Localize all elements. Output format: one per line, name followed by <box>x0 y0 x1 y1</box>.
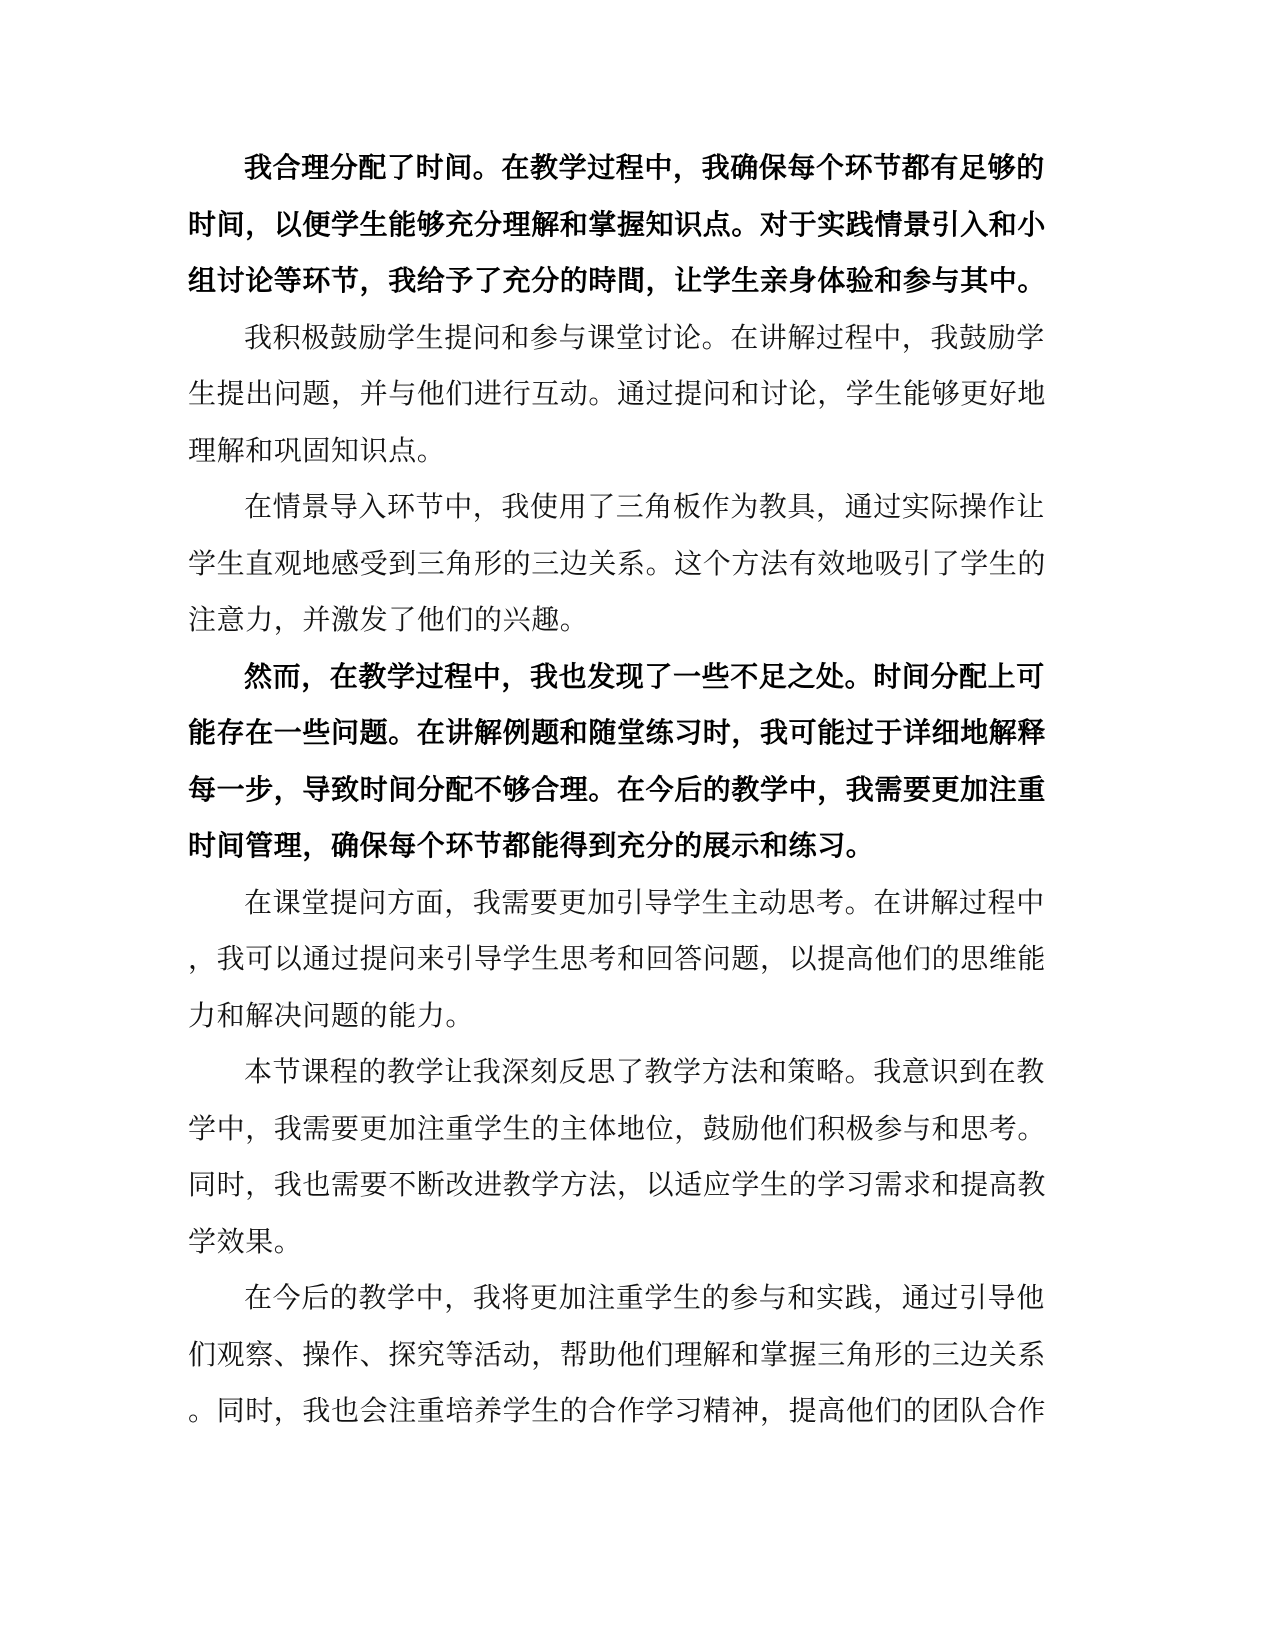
paragraph-classroom-questioning <box>188 875 1068 1045</box>
text-line: 学中，我需要更加注重学生的主体地位，鼓励他们积极参与和思考。 <box>188 1111 1047 1145</box>
text-line: 理解和巩固知识点。 <box>188 433 446 467</box>
text-line: 们观察、操作、探究等活动，帮助他们理解和掌握三角形的三边关系 <box>188 1337 1047 1371</box>
text-line: 本节课程的教学让我深刻反思了教学方法和策略。我意识到在教 <box>244 1055 1045 1088</box>
paragraph-shortcomings <box>188 649 1068 875</box>
text-line: 每一步，导致时间分配不够合理。在今后的教学中，我需要更加注重 <box>188 772 1047 806</box>
paragraph-reflection <box>188 1044 1068 1270</box>
text-line: 我合理分配了时间。在教学过程中，我确保每个环节都有足够的 <box>244 151 1045 184</box>
text-line: 生提出问题，并与他们进行互动。通过提问和讨论，学生能够更好地 <box>188 377 1047 410</box>
text-line: 我积极鼓励学生提问和参与课堂讨论。在讲解过程中，我鼓励学 <box>244 320 1045 354</box>
text-line: 能存在一些问题。在讲解例题和随堂练习时，我可能过于详细地解释 <box>188 716 1047 749</box>
text-line: 同时，我也需要不断改进教学方法，以适应学生的学习需求和提高教 <box>188 1168 1047 1201</box>
text-line: 力和解决问题的能力。 <box>188 998 475 1032</box>
text-line: 。同时，我也会注重培养学生的合作学习精神，提高他们的团队合作 <box>188 1394 1047 1427</box>
paragraph-scenario-intro <box>188 479 1068 649</box>
text-line: 学生直观地感受到三角形的三边关系。这个方法有效地吸引了学生的 <box>188 546 1047 580</box>
text-line: 在今后的教学中，我将更加注重学生的参与和实践，通过引导他 <box>244 1281 1045 1314</box>
text-line: 时间，以便学生能够充分理解和掌握知识点。对于实践情景引入和小 <box>188 207 1047 241</box>
paragraph-encourage-questions <box>188 310 1068 480</box>
document-body <box>188 140 1068 1440</box>
text-line: ，我可以通过提问来引导学生思考和回答问题，以提高他们的思维能 <box>188 942 1047 975</box>
text-line: 时间管理，确保每个环节都能得到充分的展示和练习。 <box>188 829 875 862</box>
text-line: 在课堂提问方面，我需要更加引导学生主动思考。在讲解过程中 <box>244 885 1045 919</box>
text-line: 学效果。 <box>188 1224 303 1258</box>
text-line: 然而，在教学过程中，我也发现了一些不足之处。时间分配上可 <box>244 659 1045 693</box>
text-line: 注意力，并激发了他们的兴趣。 <box>188 603 589 636</box>
paragraph-future-teaching <box>188 1270 1068 1440</box>
text-line: 组讨论等环节，我给予了充分的時間，让学生亲身体验和参与其中。 <box>188 264 1047 297</box>
paragraph-time-allocation <box>188 140 1068 310</box>
text-line: 在情景导入环节中，我使用了三角板作为教具，通过实际操作让 <box>244 490 1045 523</box>
